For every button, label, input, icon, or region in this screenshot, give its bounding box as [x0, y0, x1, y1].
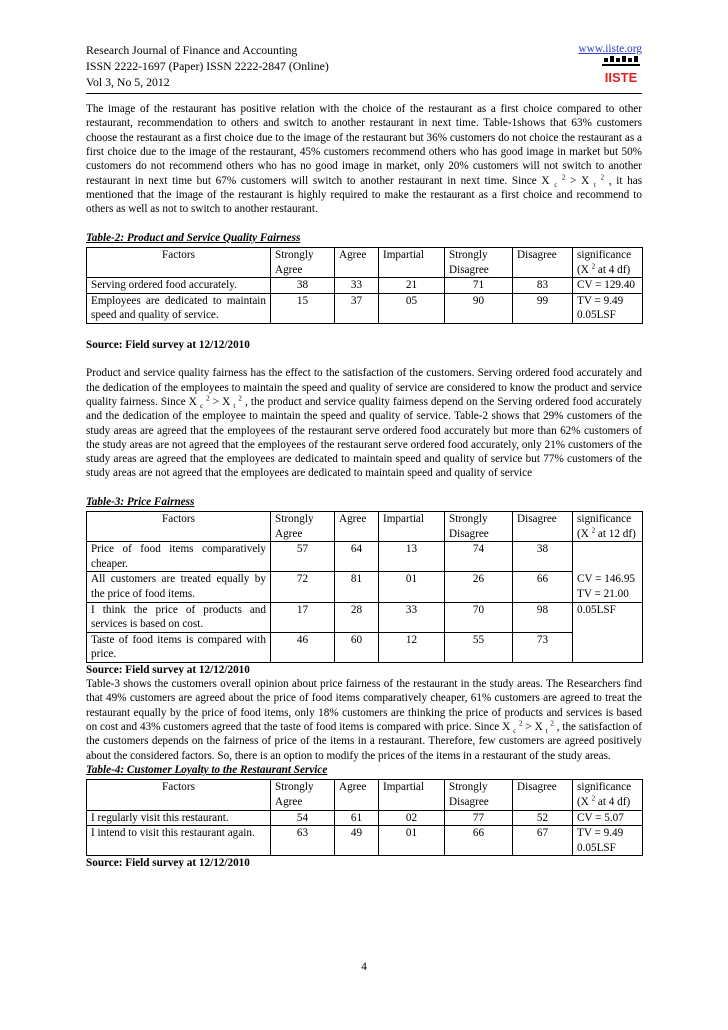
header-agree: Agree — [335, 248, 379, 278]
lsf-cell: 0.05LSF — [573, 602, 643, 662]
value-cell: 21 — [379, 278, 445, 294]
value-cell: 77 — [445, 810, 513, 826]
value-cell: 60 — [335, 632, 379, 662]
table4-source: Source: Field survey at 12/12/2010 — [86, 857, 250, 870]
header-agree: Agree — [335, 512, 379, 542]
table2 — [86, 247, 643, 324]
value-cell: 70 — [445, 602, 513, 632]
value-cell: 98 — [513, 602, 573, 632]
value-cell: 74 — [445, 542, 513, 572]
table4-header-row — [87, 780, 643, 810]
journal-header — [86, 42, 642, 94]
value-cell: 13 — [379, 542, 445, 572]
header-strongly-disagree: Strongly Disagree — [445, 780, 513, 810]
value-cell: 28 — [335, 602, 379, 632]
header-strongly-agree: Strongly Agree — [271, 512, 335, 542]
value-cell: 66 — [513, 572, 573, 602]
value-cell: 49 — [335, 826, 379, 856]
header-impartial: Impartial — [379, 248, 445, 278]
table3 — [86, 511, 643, 663]
value-cell: 02 — [379, 810, 445, 826]
journal-volume: Vol 3, No 5, 2012 — [86, 75, 170, 90]
value-cell: 55 — [445, 632, 513, 662]
header-strongly-agree: Strongly Agree — [271, 780, 335, 810]
value-cell: 33 — [335, 278, 379, 294]
table3-caption: Table-3: Price Fairness — [86, 495, 195, 508]
value-cell: 54 — [271, 810, 335, 826]
header-disagree: Disagree — [513, 248, 573, 278]
header-impartial: Impartial — [379, 512, 445, 542]
factor-cell: Taste of food items is compared with price. — [87, 632, 271, 662]
factor-cell: Employees are dedicated to maintain speed and quality of service. — [87, 293, 271, 323]
table4 — [86, 779, 643, 856]
iiste-logo-icon — [602, 56, 640, 86]
value-cell: 12 — [379, 632, 445, 662]
header-disagree: Disagree — [513, 512, 573, 542]
table3-source: Source: Field survey at 12/12/2010 — [86, 663, 250, 676]
value-cell: 38 — [513, 542, 573, 572]
table-row — [87, 826, 643, 856]
tv-lsf-cell: TV = 9.49 0.05LSF — [573, 293, 643, 323]
header-factors: Factors — [87, 780, 271, 810]
value-cell: 72 — [271, 572, 335, 602]
intro-paragraph: The image of the restaurant has positive relation with the choice of the restaurant as a first choice compared to other restaurant, recommendation to others and switch to another restaurant in next time. Table-1shows that 63% customers choose the restaurant as a first choice due to the image of the restaurant but 36% customers do not choice the restaurant as a first choice due to the image of the restaurant, 45% customers recommend others who has good image in market but 50% customers do not recommend others who has no good image in market, only 20% customers will not switch to another restaurant in next time but 67% customers will switch to another restaurant in next time. Since X $_c$ $^2$ > X $_t$ $^2$ , it has mentioned that the image of the restaurant is highly required to make the restaurant as a first choice and recommend to others as well as not to switch to another restaurant. — [86, 103, 643, 216]
value-cell: 01 — [379, 572, 445, 602]
header-factors: Factors — [87, 248, 271, 278]
factor-cell: I intend to visit this restaurant again. — [87, 826, 271, 856]
factor-cell: All customers are treated equally by the price of food items. — [87, 572, 271, 602]
chi-square-inline: $_c$ $^2$ > X $_t$ $^2$ — [199, 394, 242, 411]
table-row — [87, 572, 643, 602]
table2-caption: Table-2: Product and Service Quality Fairness — [86, 231, 301, 244]
value-cell: 57 — [271, 542, 335, 572]
value-cell: 64 — [335, 542, 379, 572]
value-cell: 81 — [335, 572, 379, 602]
logo-text: IISTE — [604, 70, 638, 85]
chi-square-inline: $_c$ $^2$ > X $_t$ $^2$ — [554, 173, 605, 189]
value-cell: 01 — [379, 826, 445, 856]
value-cell: 90 — [445, 293, 513, 323]
cv-cell: CV = 129.40 — [573, 278, 643, 294]
header-significance: significance (X $^2$ at 4 df) — [573, 248, 643, 278]
value-cell: 15 — [271, 293, 335, 323]
value-cell: 99 — [513, 293, 573, 323]
table-row — [87, 602, 643, 632]
header-strongly-disagree: Strongly Disagree — [445, 248, 513, 278]
journal-title: Research Journal of Finance and Accounting — [86, 43, 298, 57]
table-row — [87, 542, 643, 572]
header-strongly-disagree: Strongly Disagree — [445, 512, 513, 542]
table4-caption: Table-4: Customer Loyalty to the Restaurant Service — [86, 764, 328, 777]
header-significance: significance (X $^2$ at 4 df) — [573, 780, 643, 810]
journal-issn: ISSN 2222-1697 (Paper) ISSN 2222-2847 (Online) — [86, 59, 329, 74]
value-cell: 46 — [271, 632, 335, 662]
value-cell: 73 — [513, 632, 573, 662]
table-row — [87, 810, 643, 826]
cv-tv-cell: CV = 146.95 TV = 21.00 — [573, 542, 643, 602]
header-agree: Agree — [335, 780, 379, 810]
value-cell: 63 — [271, 826, 335, 856]
journal-url-link[interactable]: www.iiste.org — [578, 43, 642, 55]
tv-lsf-cell: TV = 9.49 0.05LSF — [573, 826, 643, 856]
table2-source: Source: Field survey at 12/12/2010 — [86, 338, 250, 351]
value-cell: 67 — [513, 826, 573, 856]
value-cell: 61 — [335, 810, 379, 826]
value-cell: 52 — [513, 810, 573, 826]
factor-cell: Serving ordered food accurately. — [87, 278, 271, 294]
paragraph-3: Table-3 shows the customers overall opinion about price fairness of the restaurant in the study areas. The Researchers find that 49% customers are agreed about the price of food items comparatively cheaper, 61% customers are agreed to treat the restaurant equally by the price of food items, only 18% customers are thinking the price of products and services is based on cost and 43% customers agreed that the taste of food items is compared with price. Since X $_c$ $^2$ > X $_t$ $^2$ , the satisfaction of the customers depends on the fairness of price of the items in a restaurant. Therefore, few customers are agreed positively about the considered factors. So, there is an option to modify the prices of the items in a restaurant of the study areas. — [86, 678, 642, 762]
value-cell: 38 — [271, 278, 335, 294]
paragraph-2: Product and service quality fairness has the effect to the satisfaction of the customers. Serving ordered food accurately and the dedication of the employees to maintain the speed and quality of service are considered to know the product and service quality fairness. Since X $_c$ $^2$ > X $_t$ $^2$ , the product and service quality fairness depend on the Serving ordered food accurately and the dedication of the employee to maintain the speed and quality of service. Table-2 shows that 29% customers of the study areas are agreed that the employees of the restaurant serve ordered food accurately but more than 62% customers of the study areas are not agreed that the employees of the restaurant serve ordered food accurately, only 21% customers of the study areas are agreed that the employees are dedicated to maintain speed and quality of service but 77% customers of the study areas are not agreed that the employees are dedicated to maintain speed and quality of service — [86, 367, 643, 480]
table-row — [87, 293, 643, 323]
value-cell: 37 — [335, 293, 379, 323]
header-disagree: Disagree — [513, 780, 573, 810]
chi-square-inline: $_c$ $^2$ > X $_t$ $^2$ — [513, 719, 554, 736]
value-cell: 71 — [445, 278, 513, 294]
factor-cell: Price of food items comparatively cheaper. — [87, 542, 271, 572]
value-cell: 05 — [379, 293, 445, 323]
cv-cell: CV = 5.07 — [573, 810, 643, 826]
value-cell: 66 — [445, 826, 513, 856]
header-factors: Factors — [87, 512, 271, 542]
value-cell: 33 — [379, 602, 445, 632]
factor-cell: I think the price of products and services is based on cost. — [87, 602, 271, 632]
table2-header-row — [87, 248, 643, 278]
value-cell: 17 — [271, 602, 335, 632]
header-significance: significance (X $^2$ at 12 df) — [573, 512, 643, 542]
page-number: 4 — [361, 961, 367, 973]
header-impartial: Impartial — [379, 780, 445, 810]
table3-header-row — [87, 512, 643, 542]
value-cell: 83 — [513, 278, 573, 294]
table-row — [87, 278, 643, 294]
factor-cell: I regularly visit this restaurant. — [87, 810, 271, 826]
header-strongly-agree: Strongly Agree — [271, 248, 335, 278]
page — [86, 42, 642, 871]
table-row — [87, 632, 643, 662]
value-cell: 26 — [445, 572, 513, 602]
